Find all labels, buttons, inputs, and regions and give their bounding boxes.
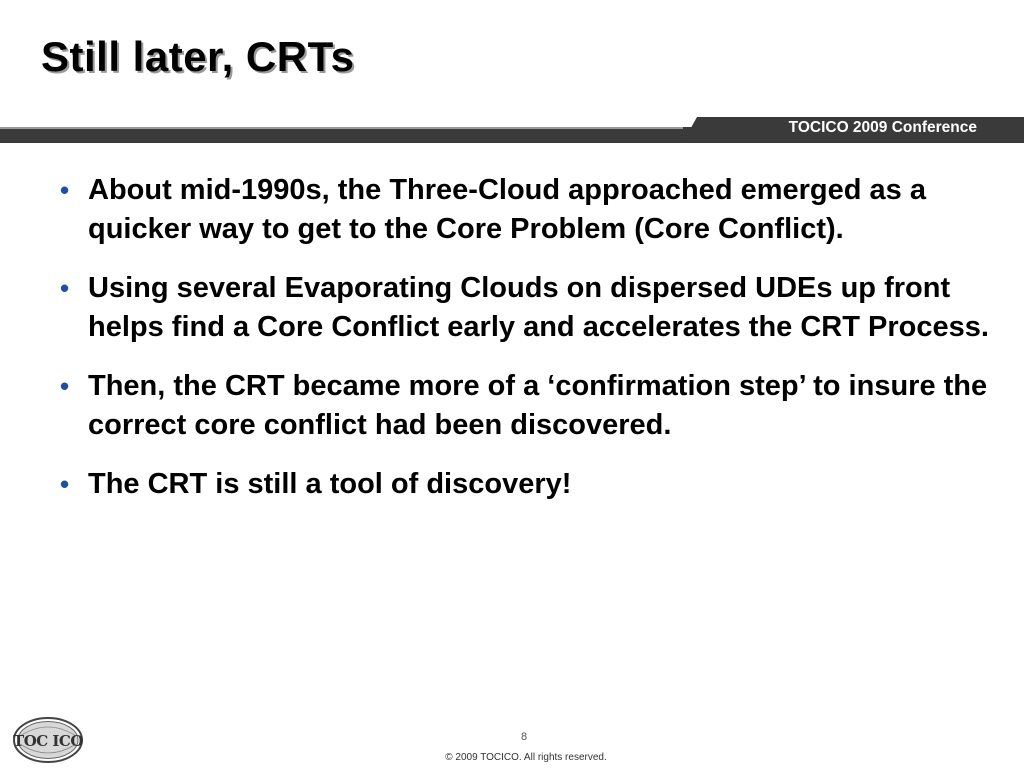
bullet-text: Using several Evaporating Clouds on dispersed UDEs up front helps find a Core Conflict early and accelerates the CRT Process.	[88, 272, 989, 343]
bullet-icon: •	[60, 273, 70, 303]
bullet-item	[60, 465, 990, 504]
bullet-item	[60, 367, 990, 445]
page-number: 8	[520, 731, 528, 743]
conference-label: TOCICO 2009 Conference	[788, 119, 977, 136]
bullet-item	[60, 269, 990, 347]
svg-text:TOC ICO: TOC ICO	[13, 732, 83, 750]
bullet-item	[60, 171, 990, 249]
copyright-notice: © 2009 TOCICO. All rights reserved.	[445, 752, 607, 763]
bullet-icon: •	[60, 175, 70, 205]
bullet-text: Then, the CRT became more of a ‘confirmation step’ to insure the correct core conflict had been discovered.	[88, 370, 988, 441]
bullet-icon: •	[60, 469, 70, 499]
slide-title: Still later, CRTs	[41, 33, 355, 80]
bullet-icon: •	[60, 371, 70, 401]
bullet-text: The CRT is still a tool of discovery!	[88, 468, 572, 500]
bullet-text: About mid-1990s, the Three-Cloud approached emerged as a quicker way to get to the Core Problem (Core Conflict).	[88, 174, 926, 245]
bullet-list	[60, 171, 990, 524]
